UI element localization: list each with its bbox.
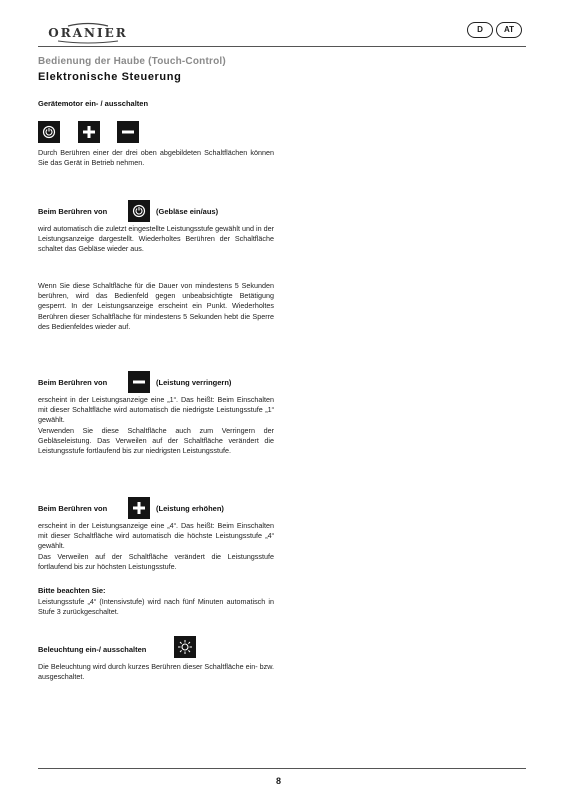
country-badge-d: D: [467, 22, 493, 38]
power-text-1: wird automatisch die zuletzt eingestellte Leistungsstufe gewählt und in der Leistungsanzeige dargestellt. Wiederholtes Berühren der Schaltfläche schaltet das Gebläse wieder aus.: [38, 224, 274, 254]
brand-name: ORANIER: [48, 26, 128, 40]
plus-heading-prefix: Beim Berühren von: [38, 504, 108, 513]
power-icon: [38, 121, 60, 143]
brand-logo: [38, 22, 138, 44]
minus-icon: [128, 371, 150, 393]
light-heading: Beleuchtung ein-/ ausschalten: [38, 645, 147, 654]
power-button[interactable]: [38, 121, 60, 143]
minus-button[interactable]: [117, 121, 139, 143]
plus-icon: [128, 497, 150, 519]
minus-heading-prefix: Beim Berühren von: [38, 378, 108, 387]
minus-icon: [117, 121, 139, 143]
plus-icon: [78, 121, 100, 143]
page-title: Elektronische Steuerung: [38, 71, 182, 83]
page-number: 8: [276, 776, 282, 786]
motor-text: Durch Berühren einer der drei oben abgebildeten Schaltflächen können Sie das Gerät in Betrieb nehmen.: [38, 148, 274, 168]
light-icon: [174, 636, 196, 658]
motor-heading: Gerätemotor ein- / ausschalten: [38, 99, 149, 108]
footer-divider: [38, 768, 526, 769]
minus-inline-button: [128, 371, 150, 393]
note-heading: Bitte beachten Sie:: [38, 586, 106, 595]
power-heading-prefix: Beim Berühren von: [38, 207, 108, 216]
header-divider: [38, 46, 526, 47]
minus-heading-suffix: (Leistung verringern): [156, 378, 232, 387]
power-icon: [128, 200, 150, 222]
plus-button[interactable]: [78, 121, 100, 143]
light-button[interactable]: [174, 636, 196, 658]
power-heading-suffix: (Gebläse ein/aus): [156, 207, 219, 216]
plus-text-2: Das Verweilen auf der Schaltfläche verändert die Leistungsstufe fortlaufend bis zur höchsten Leistungsstufe.: [38, 552, 274, 572]
plus-text-1: erscheint in der Leistungsanzeige eine „4“. Das heißt: Beim Einschalten mit dieser Schaltfläche wird automatisch die höchste Leistungsstufe „4“ gewählt.: [38, 521, 274, 551]
light-text: Die Beleuchtung wird durch kurzes Berühren dieser Schaltfläche ein- bzw. ausgeschaltet.: [38, 662, 274, 682]
power-inline-button: [128, 200, 150, 222]
power-text-2: Wenn Sie diese Schaltfläche für die Dauer von mindestens 5 Sekunden berühren, wird das Bedienfeld gegen unbeabsichtigte Betätigung gesperrt. In der Leistungsanzeige erscheint ein Punkt. Wiederholtes Berühren dieser Schaltfläche für mindestens 5 Sekunden hebt die Sperre des Bedienfeldes wieder auf.: [38, 281, 274, 331]
note-text: Leistungsstufe „4“ (Intensivstufe) wird nach fünf Minuten automatisch in Stufe 3 zurückgeschaltet.: [38, 597, 274, 617]
section-title: Bedienung der Haube (Touch-Control): [38, 56, 226, 67]
minus-text-2: Verwenden Sie diese Schaltfläche auch zum Verringern der Gebläseleistung. Das Verweilen auf der Schaltfläche verändert die Leistungsstufe fortlaufend bis zur niedrigsten Leistungsstufe.: [38, 426, 274, 456]
plus-heading-suffix: (Leistung erhöhen): [156, 504, 224, 513]
plus-inline-button: [128, 497, 150, 519]
country-badge-at: AT: [496, 22, 522, 38]
minus-text-1: erscheint in der Leistungsanzeige eine „1“. Das heißt: Beim Einschalten mit dieser Schaltfläche wird automatisch die niedrigste Leistungsstufe „1“ gewählt.: [38, 395, 274, 425]
